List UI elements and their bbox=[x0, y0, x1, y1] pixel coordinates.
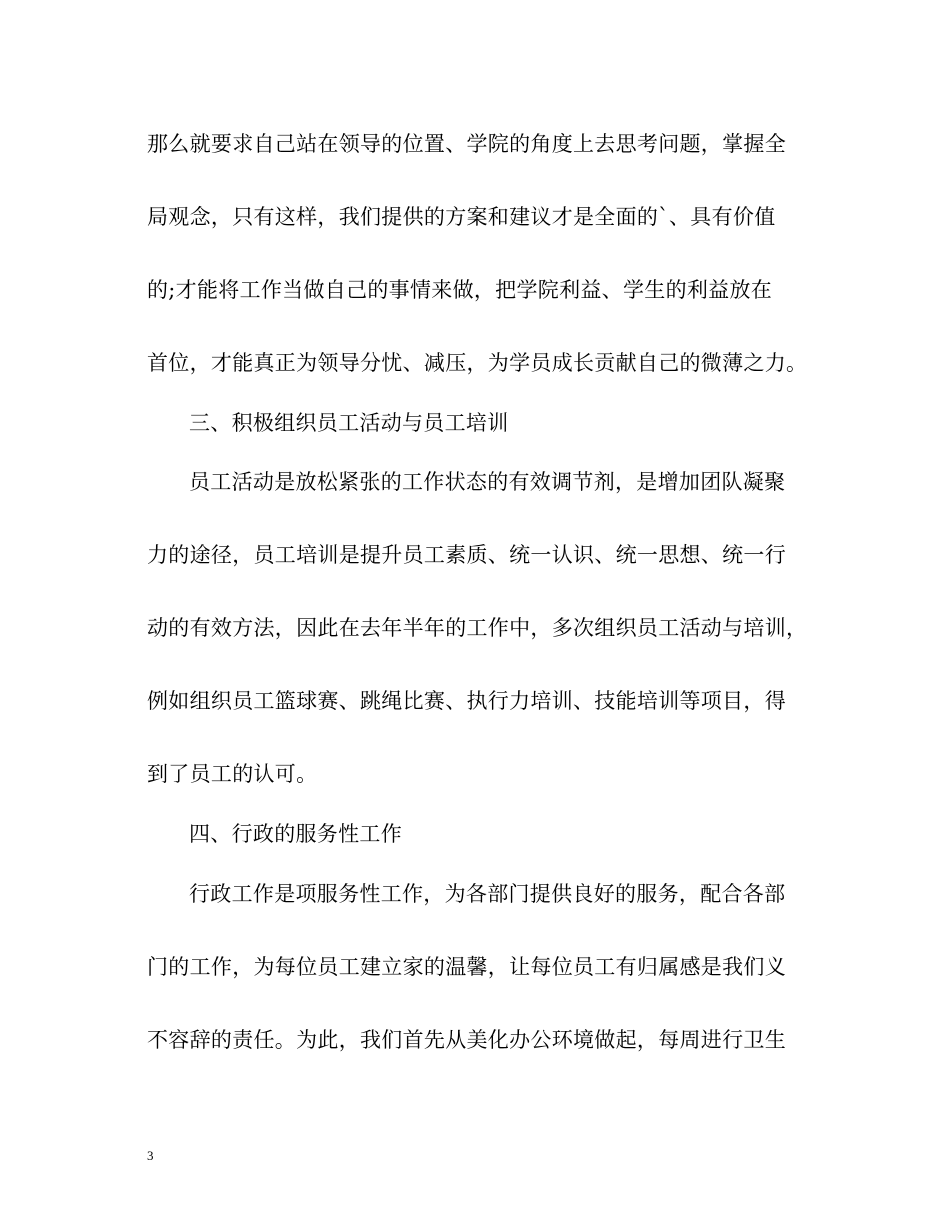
section-heading: 四、行政的服务性工作 bbox=[189, 822, 402, 846]
body-text-line: 那么就要求自己站在领导的位置、学院的角度上去思考问题，掌握全 bbox=[147, 132, 786, 156]
section-heading: 三、积极组织员工活动与员工培训 bbox=[189, 411, 509, 435]
body-text-line: 动的有效方法，因此在去年半年的工作中，多次组织员工活动与培训， bbox=[147, 616, 808, 640]
body-text-line: 的;才能将工作当做自己的事情来做，把学院利益、学生的利益放在 bbox=[147, 278, 773, 302]
body-text-line: 到了员工的认可。 bbox=[147, 762, 318, 786]
body-text-line: 例如组织员工篮球赛、跳绳比赛、执行力培训、技能培训等项目，得 bbox=[147, 689, 786, 713]
body-text-line: 首位，才能真正为领导分忧、减压，为学员成长贡献自己的微薄之力。 bbox=[147, 351, 808, 375]
page-number: 3 bbox=[147, 1148, 154, 1163]
paragraph-first-line: 行政工作是项服务性工作，为各部门提供良好的服务，配合各部 bbox=[189, 882, 786, 906]
body-text-line: 局观念，只有这样，我们提供的方案和建议才是全面的`、具有价值 bbox=[147, 205, 776, 229]
body-text-line: 门的工作，为每位员工建立家的温馨，让每位员工有归属感是我们义 bbox=[147, 955, 786, 979]
body-text-line: 力的途径，员工培训是提升员工素质、统一认识、统一思想、统一行 bbox=[147, 543, 786, 567]
paragraph-first-line: 员工活动是放松紧张的工作状态的有效调节剂，是增加团队凝聚 bbox=[189, 470, 786, 494]
body-text-line: 不容辞的责任。为此，我们首先从美化办公环境做起，每周进行卫生 bbox=[147, 1028, 786, 1052]
